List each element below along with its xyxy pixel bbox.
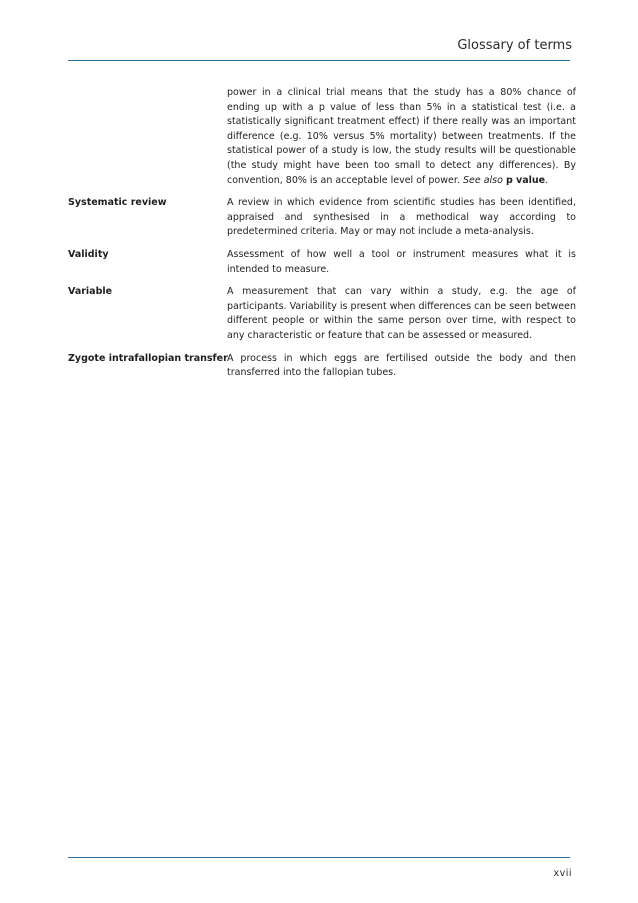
glossary-definition: A measurement that can vary within a study, e.g. the age of participants. Variability is present when differences can be seen between different people or within the same person over time, with respect to any characteristic or feature that can be assessed or measured. [227, 286, 576, 341]
glossary-entry-variable [68, 285, 576, 343]
glossary-term: Systematic review [68, 197, 167, 209]
glossary-entry-validity [68, 248, 576, 277]
glossary-list [68, 86, 576, 389]
see-also-prefix: See also [462, 174, 503, 186]
running-header-title: Glossary of terms [457, 38, 572, 53]
glossary-term: Validity [68, 248, 109, 260]
glossary-definition [227, 86, 576, 188]
glossary-definition: A review in which evidence from scientific studies has been identified, appraised and synthesised in a methodical way according to predetermined criteria. May or may not include a meta-analysis. [227, 197, 576, 238]
glossary-definition: A process in which eggs are fertilised outside the body and then transferred into the fallopian tubes. [227, 352, 576, 379]
glossary-entry-zygote-intrafallopian-transfer [68, 352, 576, 381]
glossary-entry-power-continued [68, 86, 576, 188]
definition-text: power in a clinical trial means that the study has a 80% chance of ending up with a p value of less than 5% in a statistical test (i.e. a statistically significant treatment effect) if there really was an important difference (e.g. 10% versus 5% mortality) between treatments. If the statistical power of a study is low, the study results will be questionable (the study might have been too small to detect any differences). By convention, 80% is an acceptable level of power. [227, 87, 576, 186]
page-number: xvii [553, 868, 572, 879]
glossary-definition: Assessment of how well a tool or instrument measures what it is intended to measure. [227, 248, 576, 275]
footer-rule [68, 857, 570, 858]
glossary-entry-systematic-review [68, 196, 576, 240]
glossary-term: Variable [68, 286, 113, 298]
glossary-term: Zygote intrafallopian transfer [68, 352, 228, 364]
see-also-term: p value [505, 174, 546, 186]
header-rule [68, 60, 570, 61]
definition-end-punctuation: . [545, 174, 549, 186]
